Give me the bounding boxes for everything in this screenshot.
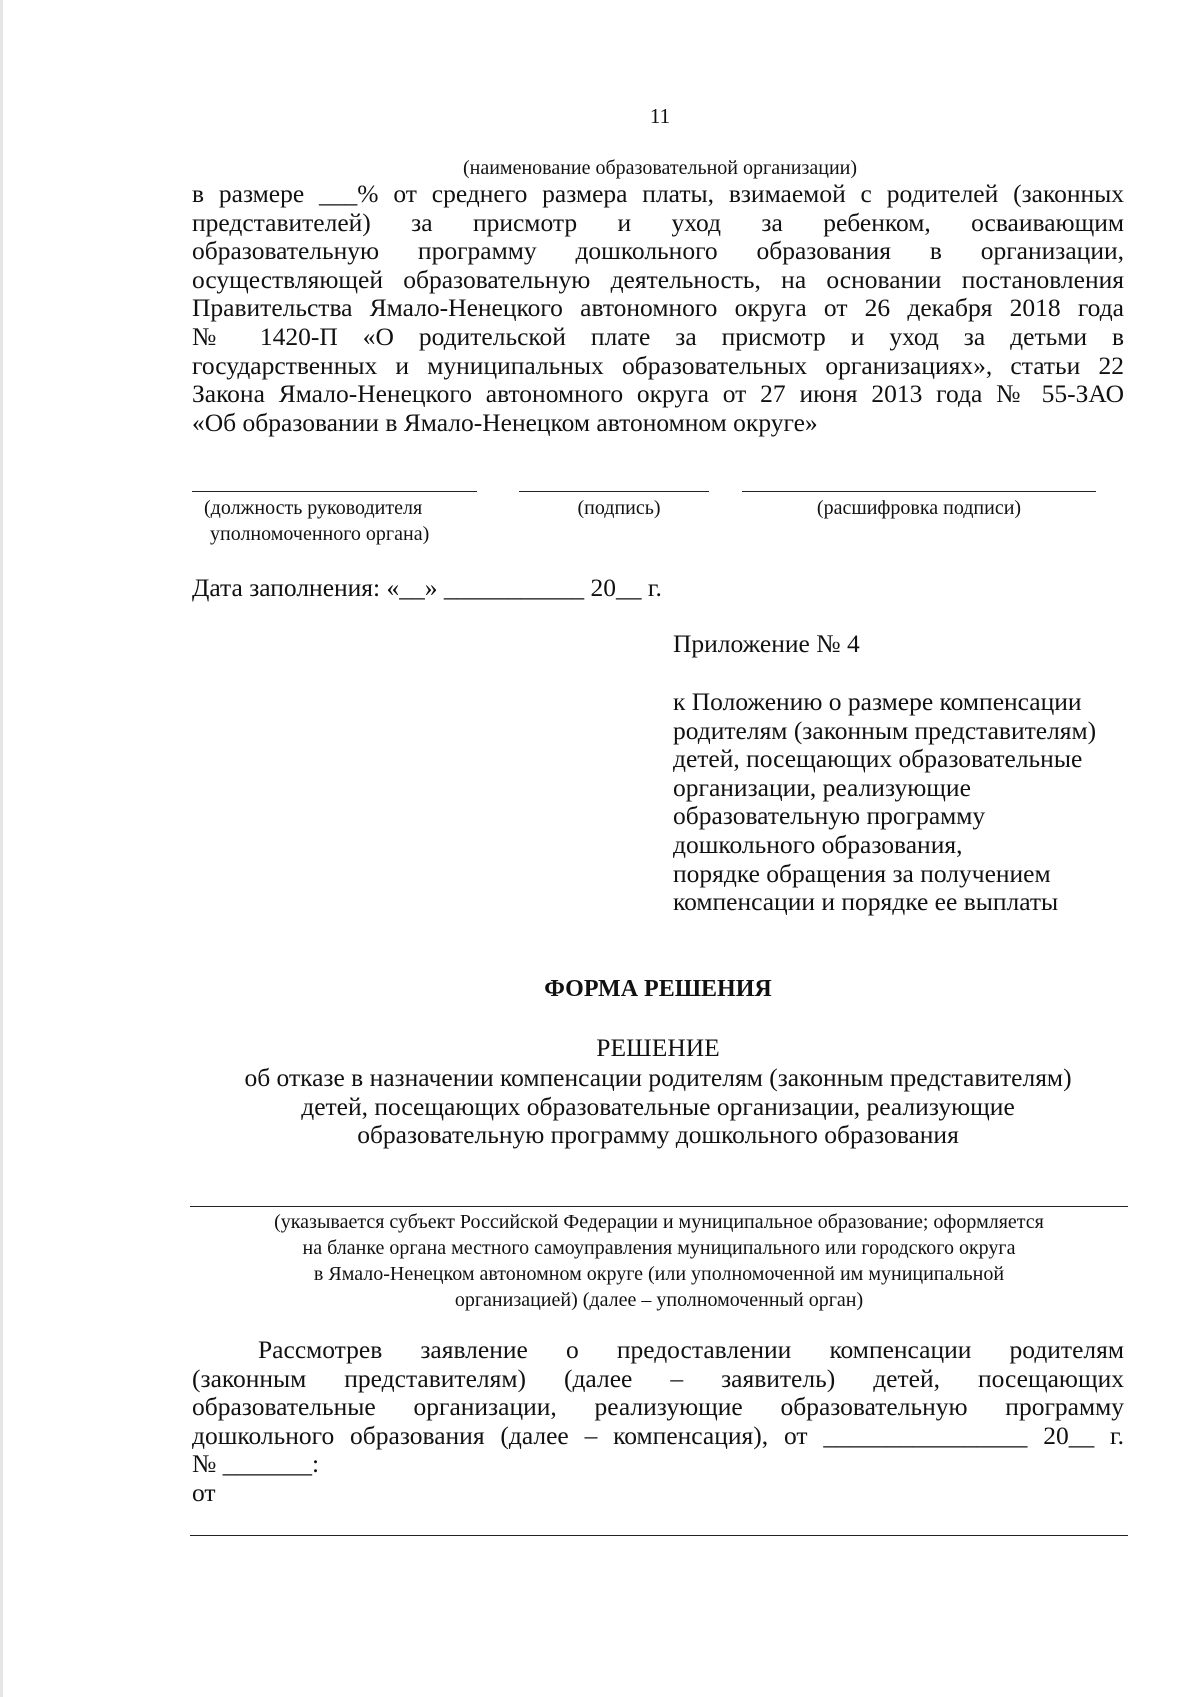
paragraph-1-line: осуществляющей образовательную деятельность, на основании постановления (192, 264, 1124, 294)
paragraph-1-line: Правительства Ямало-Ненецкого автономного округа от 26 декабря 2018 года (192, 293, 1124, 323)
signature-label: (подпись) (577, 497, 661, 519)
paragraph-1-line: государственных и муниципальных образовательных организациях», статьи 22 (192, 350, 1124, 380)
paragraph-1-line: № 1420-П «О родительской плате за присмотр и уход за детьми в (192, 321, 1124, 351)
paragraph-1-line: в размере ___% от среднего размера платы, взимаемой с родителей (законных (192, 179, 1124, 208)
appendix-line: родителям (законным представителям) (673, 715, 1097, 745)
decoding-signature-line (742, 491, 1096, 492)
signature-line (519, 491, 709, 492)
paragraph-1-line: «Об образовании в Ямало-Ненецком автономном округе» (192, 407, 818, 437)
appendix-line: порядке обращения за получением (673, 858, 1051, 888)
appendix-line: дошкольного образования, (673, 829, 963, 859)
page-number: 11 (649, 104, 671, 128)
decoding-label: (расшифровка подписи) (816, 497, 1022, 519)
paragraph-1-line: Закона Ямало-Ненецкого автономного округа от 27 июня 2013 года № 55-ЗАО (192, 379, 1124, 409)
decision-subtitle (192, 1064, 1124, 1150)
org-caption: (наименование образовательной организации) (462, 157, 858, 179)
decision-body-line: Рассмотрев заявление о предоставлении компенсации родителям (258, 1335, 1124, 1364)
applicant-line (190, 1535, 1128, 1536)
subject-note-line: в Ямало-Ненецком автономном округе (или уполномоченной им муниципальной (313, 1263, 1005, 1285)
subject-line (190, 1206, 1128, 1207)
fill-date: Дата заполнения: «__» ___________ 20__ г. (192, 573, 662, 602)
decision-title: РЕШЕНИЕ (596, 1033, 720, 1062)
appendix-line: детей, посещающих образовательные (673, 744, 1083, 774)
paragraph-1 (192, 180, 1124, 437)
decision-body-line: от (192, 1477, 216, 1507)
decision-body (192, 1336, 1124, 1508)
appendix-reference (673, 688, 1143, 917)
subject-note-line: организацией) (далее – уполномоченный орган) (454, 1289, 864, 1311)
scan-edge (0, 0, 3, 1697)
appendix-title: Приложение № 4 (673, 629, 860, 658)
decision-body-line: дошкольного образования (далее – компенсация), от ________________ 20__ г. (192, 1420, 1124, 1450)
form-title: ФОРМА РЕШЕНИЯ (544, 976, 772, 1002)
appendix-line: к Положению о размере компенсации (673, 687, 1082, 716)
decision-body-line: образовательные организации, реализующие образовательную программу (192, 1392, 1124, 1422)
position-label-line: уполномоченного органа) (210, 523, 430, 545)
paragraph-1-line: представителей) за присмотр и уход за ребенком, осваивающим (192, 207, 1124, 237)
position-signature-line (192, 491, 477, 492)
position-label (204, 495, 494, 547)
appendix-line: компенсации и порядке ее выплаты (673, 887, 1059, 917)
subject-note-line: (указывается субъект Российской Федерации и муниципальное образование; оформляется (274, 1211, 1044, 1233)
appendix-line: образовательную программу (673, 801, 986, 831)
appendix-line: организации, реализующие (673, 772, 971, 802)
subject-note (190, 1209, 1128, 1313)
decision-subtitle-line: образовательную программу дошкольного образования (357, 1120, 959, 1150)
paragraph-1-line: образовательную программу дошкольного образования в организации, (192, 236, 1124, 266)
decision-body-line: № _______: (192, 1449, 320, 1479)
position-label-line: (должность руководителя (204, 497, 423, 519)
decision-subtitle-line: детей, посещающих образовательные организации, реализующие (301, 1091, 1015, 1121)
decision-body-line: (законным представителям) (далее – заявитель) детей, посещающих (192, 1363, 1124, 1393)
decision-subtitle-line: об отказе в назначении компенсации родителям (законным представителям) (244, 1063, 1072, 1092)
subject-note-line: на бланке органа местного самоуправления муниципального или городского округа (302, 1237, 1016, 1259)
